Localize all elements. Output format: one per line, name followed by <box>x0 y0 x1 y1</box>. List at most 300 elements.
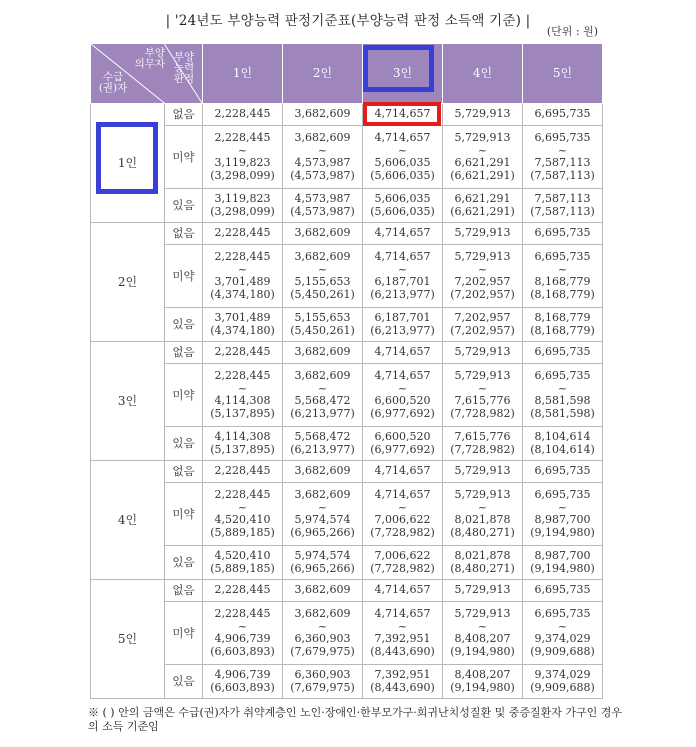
cell-value: 4,573,987 <box>294 156 351 169</box>
cell-value: 2,228,445 <box>214 226 271 240</box>
cell-value: 2,228,445 <box>214 107 271 121</box>
cell-value: (4,374,180) <box>210 287 275 301</box>
table-cell <box>283 602 363 665</box>
cell-value: 5,729,913 <box>454 607 511 620</box>
footnote: ※ ( ) 안의 금액은 수급(권)자가 취약계층인 노인·장애인·한부모가구·희귀난치성질환 및 중증질환자 가구인 경우의 소득 기준임 <box>88 706 623 733</box>
cell-value: 8,408,207 <box>454 668 511 681</box>
table-cell <box>283 308 363 342</box>
table-row <box>91 602 603 665</box>
cell-value: 8,168,779 <box>534 275 591 288</box>
cell-value: 4,906,739 <box>214 668 271 681</box>
cell-value: (7,587,113) <box>530 204 595 218</box>
cell-value: 2,228,445 <box>214 345 271 359</box>
group-label: 3인 <box>91 342 165 461</box>
cell-value: 2,228,445 <box>214 583 271 597</box>
group-label: 1인 <box>91 104 165 223</box>
group-label: 4인 <box>91 461 165 580</box>
cell-value: (8,443,690) <box>370 680 435 694</box>
cell-value: (4,374,180) <box>210 323 275 337</box>
cell-value: (6,213,977) <box>290 442 355 456</box>
cell-value: 7,006,622 <box>374 513 431 526</box>
cell-value: (7,728,982) <box>450 406 515 420</box>
cell-value: 2,228,445 <box>214 607 271 620</box>
table-row <box>91 308 603 342</box>
table-cell <box>363 580 443 602</box>
cell-value: 4,714,657 <box>374 607 431 620</box>
table-cell <box>363 483 443 546</box>
cell-value: (9,194,980) <box>530 525 595 539</box>
cell-value: 6,695,735 <box>534 250 591 263</box>
cell-value: ~ <box>237 619 248 633</box>
cell-value: 7,202,957 <box>454 311 511 324</box>
cell-value: 3,682,609 <box>294 226 351 240</box>
table-row <box>91 189 603 223</box>
cell-value: ~ <box>237 381 248 395</box>
table-cell <box>363 308 443 342</box>
cell-value: (7,587,113) <box>530 168 595 182</box>
cell-value: 5,729,913 <box>454 107 511 121</box>
table-cell <box>363 245 443 308</box>
table-cell <box>523 126 603 189</box>
cell-value: (6,977,692) <box>370 442 435 456</box>
cell-value: (6,603,893) <box>210 644 275 658</box>
income-criteria-table <box>90 43 603 699</box>
cell-value: (8,168,779) <box>530 323 595 337</box>
level-label: 있음 <box>165 665 203 699</box>
cell-value: 4,906,739 <box>214 632 271 645</box>
cell-value: (6,603,893) <box>210 680 275 694</box>
cell-value: 5,729,913 <box>454 226 511 240</box>
table-cell <box>283 104 363 126</box>
table-cell <box>203 546 283 580</box>
table-cell <box>203 602 283 665</box>
group-label: 5인 <box>91 580 165 699</box>
level-label: 없음 <box>165 580 203 602</box>
cell-value: 6,695,735 <box>534 464 591 478</box>
table-cell <box>443 546 523 580</box>
cell-value: ~ <box>477 619 488 633</box>
cell-value: 3,701,489 <box>214 311 271 324</box>
table-cell <box>363 546 443 580</box>
table-row <box>91 580 603 602</box>
cell-value: 6,695,735 <box>534 226 591 240</box>
cell-value: (8,480,271) <box>450 561 515 575</box>
cell-value: ~ <box>557 500 568 514</box>
table-cell <box>203 665 283 699</box>
table-cell <box>523 665 603 699</box>
cell-value: 6,360,903 <box>294 632 351 645</box>
cell-value: (7,728,982) <box>370 561 435 575</box>
highlight-box-group-1 <box>96 122 158 194</box>
cell-value: 8,021,878 <box>454 513 511 526</box>
cell-value: 7,006,622 <box>374 549 431 562</box>
cell-value: (9,909,688) <box>530 644 595 658</box>
cell-value: 4,520,410 <box>214 513 271 526</box>
cell-value: 8,987,700 <box>534 549 591 562</box>
cell-value: ~ <box>317 262 328 276</box>
cell-value: 3,682,609 <box>294 131 351 144</box>
cell-value: (8,168,779) <box>530 287 595 301</box>
cell-value: 3,682,609 <box>294 607 351 620</box>
level-label: 있음 <box>165 427 203 461</box>
level-label: 미약 <box>165 126 203 189</box>
cell-value: 5,974,574 <box>294 513 351 526</box>
cell-value: 3,682,609 <box>294 250 351 263</box>
table-row <box>91 104 603 126</box>
level-label: 없음 <box>165 461 203 483</box>
table-cell <box>523 602 603 665</box>
cell-value: (7,679,975) <box>290 644 355 658</box>
cell-value: 6,621,291 <box>454 156 511 169</box>
table-cell <box>443 602 523 665</box>
table-row <box>91 364 603 427</box>
cell-value: ~ <box>477 381 488 395</box>
cell-value: 8,581,598 <box>534 394 591 407</box>
table-cell <box>363 189 443 223</box>
table-cell <box>203 126 283 189</box>
table-title: | '24년도 부양능력 판정기준표(부양능력 판정 소득액 기준) | <box>165 13 531 29</box>
table-cell <box>523 546 603 580</box>
cell-value: (6,621,291) <box>450 204 515 218</box>
table-cell <box>283 427 363 461</box>
table-cell <box>523 364 603 427</box>
level-label: 있음 <box>165 546 203 580</box>
cell-value: 5,729,913 <box>454 464 511 478</box>
cell-value: 6,360,903 <box>294 668 351 681</box>
cell-value: 7,587,113 <box>534 192 591 205</box>
cell-value: 6,695,735 <box>534 369 591 382</box>
cell-value: 4,714,657 <box>374 583 431 597</box>
table-cell <box>283 342 363 364</box>
col-header-4: 4인 <box>443 44 523 104</box>
cell-value: 5,155,653 <box>294 311 351 324</box>
cell-value: 5,729,913 <box>454 345 511 359</box>
level-label: 있음 <box>165 308 203 342</box>
cell-value: 3,682,609 <box>294 488 351 501</box>
cell-value: 4,573,987 <box>294 192 351 205</box>
group-label: 2인 <box>91 223 165 342</box>
cell-value: 5,606,035 <box>374 156 431 169</box>
corner-header <box>91 44 203 104</box>
cell-value: ~ <box>317 143 328 157</box>
table-cell <box>443 580 523 602</box>
cell-value: (6,977,692) <box>370 406 435 420</box>
level-label: 없음 <box>165 342 203 364</box>
table-cell <box>283 546 363 580</box>
table-row <box>91 342 603 364</box>
cell-value: (5,450,261) <box>290 287 355 301</box>
table-cell <box>203 308 283 342</box>
table-row <box>91 461 603 483</box>
cell-value: 5,729,913 <box>454 369 511 382</box>
level-label: 미약 <box>165 364 203 427</box>
cell-value: ~ <box>557 381 568 395</box>
cell-value: 8,987,700 <box>534 513 591 526</box>
cell-value: (4,573,987) <box>290 204 355 218</box>
table-cell <box>283 364 363 427</box>
cell-value: (5,137,895) <box>210 442 275 456</box>
table-cell <box>283 483 363 546</box>
table-cell <box>203 342 283 364</box>
cell-value: (5,450,261) <box>290 323 355 337</box>
cell-value: 2,228,445 <box>214 488 271 501</box>
cell-value: 3,682,609 <box>294 464 351 478</box>
highlight-box-value <box>363 102 441 126</box>
cell-value: 2,228,445 <box>214 131 271 144</box>
cell-value: 6,695,735 <box>534 607 591 620</box>
table-row <box>91 427 603 461</box>
cell-value: 2,228,445 <box>214 369 271 382</box>
cell-value: (9,194,980) <box>450 644 515 658</box>
cell-value: ~ <box>237 262 248 276</box>
table-cell <box>523 104 603 126</box>
cell-value: 8,021,878 <box>454 549 511 562</box>
table-cell <box>283 245 363 308</box>
level-label: 미약 <box>165 245 203 308</box>
table-cell <box>443 189 523 223</box>
cell-value: (3,298,099) <box>210 168 275 182</box>
cell-value: 7,392,951 <box>374 632 431 645</box>
cell-value: 4,714,657 <box>374 488 431 501</box>
table-cell <box>203 245 283 308</box>
corner-obligor-label: 부양 의무자 <box>134 47 165 70</box>
cell-value: (5,889,185) <box>210 525 275 539</box>
cell-value: 3,119,823 <box>214 156 271 169</box>
table-cell <box>523 308 603 342</box>
table-row <box>91 665 603 699</box>
cell-value: ~ <box>397 262 408 276</box>
cell-value: 9,374,029 <box>534 632 591 645</box>
cell-value: 6,600,520 <box>374 430 431 443</box>
cell-value: 8,168,779 <box>534 311 591 324</box>
cell-value: ~ <box>397 143 408 157</box>
table-cell <box>363 342 443 364</box>
table-cell <box>523 461 603 483</box>
cell-value: (6,213,977) <box>370 323 435 337</box>
table-cell <box>363 126 443 189</box>
cell-value: 6,695,735 <box>534 583 591 597</box>
cell-value: ~ <box>557 143 568 157</box>
cell-value: (6,213,977) <box>290 406 355 420</box>
cell-value: (8,104,614) <box>530 442 595 456</box>
cell-value: (6,965,266) <box>290 525 355 539</box>
table-cell <box>523 580 603 602</box>
cell-value: ~ <box>317 500 328 514</box>
table-cell <box>363 427 443 461</box>
cell-value: 7,202,957 <box>454 275 511 288</box>
cell-value: 6,695,735 <box>534 488 591 501</box>
cell-value: 7,615,776 <box>454 394 511 407</box>
cell-value: 6,621,291 <box>454 192 511 205</box>
cell-value: 5,568,472 <box>294 430 351 443</box>
table-cell <box>523 342 603 364</box>
cell-value: 5,974,574 <box>294 549 351 562</box>
table-cell <box>203 427 283 461</box>
table-cell <box>283 461 363 483</box>
table-row <box>91 223 603 245</box>
level-label: 없음 <box>165 223 203 245</box>
highlight-box-col-3 <box>363 45 434 92</box>
cell-value: 4,714,657 <box>374 131 431 144</box>
table-cell <box>443 223 523 245</box>
table-cell <box>283 665 363 699</box>
cell-value: ~ <box>477 500 488 514</box>
cell-value: 7,615,776 <box>454 430 511 443</box>
cell-value: (4,573,987) <box>290 168 355 182</box>
cell-value: 9,374,029 <box>534 668 591 681</box>
header-row <box>91 44 603 104</box>
cell-value: 5,729,913 <box>454 250 511 263</box>
cell-value: (5,889,185) <box>210 561 275 575</box>
cell-value: ~ <box>477 143 488 157</box>
cell-value: (3,298,099) <box>210 204 275 218</box>
cell-value: (5,137,895) <box>210 406 275 420</box>
cell-value: (5,606,035) <box>370 204 435 218</box>
cell-value: 3,119,823 <box>214 192 271 205</box>
cell-value: ~ <box>397 619 408 633</box>
table-row <box>91 126 603 189</box>
cell-value: (6,965,266) <box>290 561 355 575</box>
corner-recipient-label: 수급 (권)자 <box>98 71 128 94</box>
cell-value: (8,480,271) <box>450 525 515 539</box>
cell-value: 4,714,657 <box>374 369 431 382</box>
cell-value: 6,695,735 <box>534 131 591 144</box>
table-cell <box>203 104 283 126</box>
cell-value: 3,682,609 <box>294 369 351 382</box>
cell-value: 5,606,035 <box>374 192 431 205</box>
cell-value: (5,606,035) <box>370 168 435 182</box>
cell-value: 4,520,410 <box>214 549 271 562</box>
cell-value: 5,729,913 <box>454 488 511 501</box>
cell-value: 4,714,657 <box>374 250 431 263</box>
table-cell <box>363 665 443 699</box>
cell-value: 6,187,701 <box>374 311 431 324</box>
col-header-2: 2인 <box>283 44 363 104</box>
table-cell <box>363 223 443 245</box>
cell-value: 6,695,735 <box>534 345 591 359</box>
cell-value: 3,682,609 <box>294 583 351 597</box>
level-label: 없음 <box>165 104 203 126</box>
cell-value: 4,714,657 <box>374 345 431 359</box>
cell-value: 5,155,653 <box>294 275 351 288</box>
cell-value: 4,114,308 <box>214 394 271 407</box>
cell-value: ~ <box>397 500 408 514</box>
cell-value: (9,194,980) <box>530 561 595 575</box>
col-header-3: 3인 <box>363 44 443 104</box>
cell-value: 2,228,445 <box>214 464 271 478</box>
table-cell <box>203 189 283 223</box>
level-label: 미약 <box>165 483 203 546</box>
table-cell <box>443 342 523 364</box>
cell-value: ~ <box>557 262 568 276</box>
cell-value: 4,714,657 <box>374 226 431 240</box>
table-cell <box>203 364 283 427</box>
table-cell <box>443 126 523 189</box>
cell-value: ~ <box>237 500 248 514</box>
table-cell <box>443 427 523 461</box>
cell-value: (7,202,957) <box>450 287 515 301</box>
table-row <box>91 483 603 546</box>
table-cell <box>523 483 603 546</box>
cell-value: (7,679,975) <box>290 680 355 694</box>
table-cell <box>443 308 523 342</box>
table-cell <box>523 189 603 223</box>
cell-value: 7,392,951 <box>374 668 431 681</box>
cell-value: ~ <box>237 143 248 157</box>
cell-value: (9,909,688) <box>530 680 595 694</box>
cell-value: 8,104,614 <box>534 430 591 443</box>
table-cell <box>523 223 603 245</box>
table-cell <box>203 580 283 602</box>
corner-judgement-label: 부양 능력 판정 <box>173 51 195 85</box>
table-cell <box>523 245 603 308</box>
cell-value: ~ <box>317 381 328 395</box>
cell-value: 3,682,609 <box>294 345 351 359</box>
cell-value: ~ <box>397 381 408 395</box>
table-row <box>91 546 603 580</box>
cell-value: 3,701,489 <box>214 275 271 288</box>
table-cell <box>283 580 363 602</box>
cell-value: (7,728,982) <box>450 442 515 456</box>
cell-value: 4,714,657 <box>374 107 431 121</box>
table-cell <box>283 223 363 245</box>
table-cell <box>523 427 603 461</box>
table-cell <box>443 665 523 699</box>
table-cell <box>203 223 283 245</box>
cell-value: 3,682,609 <box>294 107 351 121</box>
cell-value: 4,714,657 <box>374 464 431 478</box>
table-cell <box>443 104 523 126</box>
table-cell <box>363 602 443 665</box>
cell-value: 6,695,735 <box>534 107 591 121</box>
table-cell <box>443 461 523 483</box>
cell-value: (9,194,980) <box>450 680 515 694</box>
cell-value: ~ <box>317 619 328 633</box>
cell-value: 5,729,913 <box>454 583 511 597</box>
cell-value: 6,187,701 <box>374 275 431 288</box>
table-row <box>91 245 603 308</box>
cell-value: 8,408,207 <box>454 632 511 645</box>
table-cell <box>203 461 283 483</box>
cell-value: 5,729,913 <box>454 131 511 144</box>
cell-value: (6,213,977) <box>370 287 435 301</box>
unit-label: (단위 : 원) <box>546 25 598 38</box>
level-label: 미약 <box>165 602 203 665</box>
table-cell <box>443 483 523 546</box>
table-cell <box>363 364 443 427</box>
cell-value: 6,600,520 <box>374 394 431 407</box>
table-cell <box>443 245 523 308</box>
cell-value: 4,114,308 <box>214 430 271 443</box>
col-header-5: 5인 <box>523 44 603 104</box>
cell-value: (6,621,291) <box>450 168 515 182</box>
cell-value: 7,587,113 <box>534 156 591 169</box>
cell-value: (7,728,982) <box>370 525 435 539</box>
cell-value: (7,202,957) <box>450 323 515 337</box>
cell-value: (8,443,690) <box>370 644 435 658</box>
cell-value: ~ <box>477 262 488 276</box>
cell-value: ~ <box>557 619 568 633</box>
table-cell <box>363 461 443 483</box>
table-cell <box>443 364 523 427</box>
table-cell <box>203 483 283 546</box>
col-header-1: 1인 <box>203 44 283 104</box>
cell-value: (8,581,598) <box>530 406 595 420</box>
table-cell <box>283 189 363 223</box>
cell-value: 5,568,472 <box>294 394 351 407</box>
cell-value: 2,228,445 <box>214 250 271 263</box>
level-label: 있음 <box>165 189 203 223</box>
